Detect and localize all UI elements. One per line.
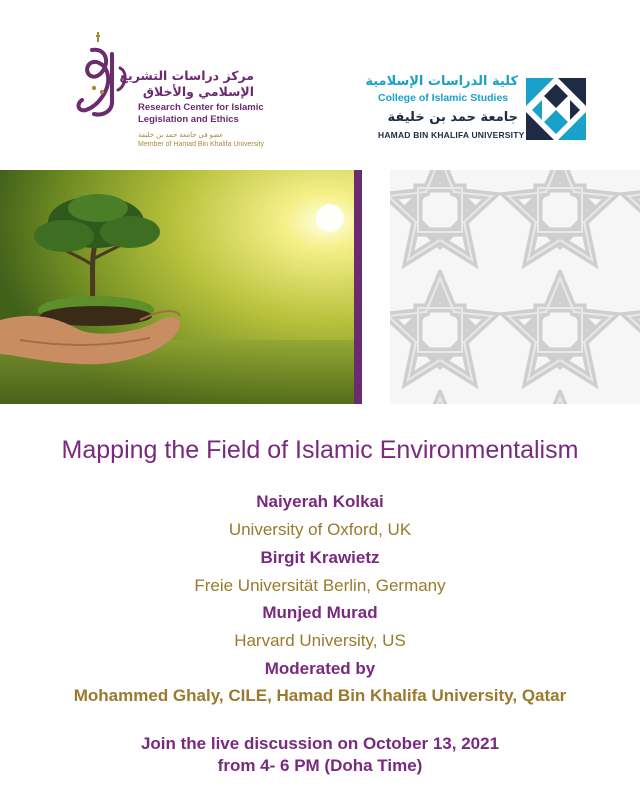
cile-english-line2: Legislation and Ethics [138, 114, 239, 125]
hbku-arabic: جامعة حمد بن خليفة [387, 110, 518, 125]
moderator: Mohammed Ghaly, CILE, Hamad Bin Khalifa University, Qatar [73, 686, 567, 705]
speaker-3-name: Munjed Murad [262, 603, 378, 622]
cile-english-line1: Research Center for Islamic [138, 102, 264, 113]
speaker-2-name: Birgit Krawietz [260, 548, 380, 567]
cis-geometric-mark [524, 76, 588, 142]
islamic-geometric-pattern [390, 170, 640, 404]
speaker-3-affiliation: Harvard University, US [234, 631, 406, 650]
cis-logo [365, 72, 604, 152]
speaker-1-affiliation: University of Oxford, UK [228, 520, 412, 539]
hands-holding-tree-photo [0, 170, 354, 404]
moderated-by-label: Moderated by [264, 659, 376, 678]
cis-arabic-college: كلية الدراسات الإسلامية [365, 74, 518, 89]
cile-member-english: Member of Hamad Bin Khalifa University [138, 141, 265, 148]
cile-arabic-line1: مركز دراسات التشريع [119, 68, 254, 83]
join-line-2: from 4- 6 PM (Doha Time) [217, 756, 423, 775]
speaker-1-name: Naiyerah Kolkai [256, 492, 384, 511]
cis-english-college: College of Islamic Studies [378, 92, 509, 104]
purple-divider-bar [354, 170, 362, 404]
cile-member-arabic: عضو في جامعة حمد بن خليفة [138, 132, 224, 139]
hbku-english: HAMAD BIN KHALIFA UNIVERSITY [378, 130, 525, 140]
join-line-1: Join the live discussion on October 13, 2021 [140, 734, 500, 753]
speaker-2-affiliation: Freie Universität Berlin, Germany [194, 576, 446, 595]
cile-logo [72, 28, 272, 158]
cile-arabic-line2: الإسلامي والأخلاق [142, 84, 254, 99]
event-title: Mapping the Field of Islamic Environmentalism [61, 436, 579, 464]
